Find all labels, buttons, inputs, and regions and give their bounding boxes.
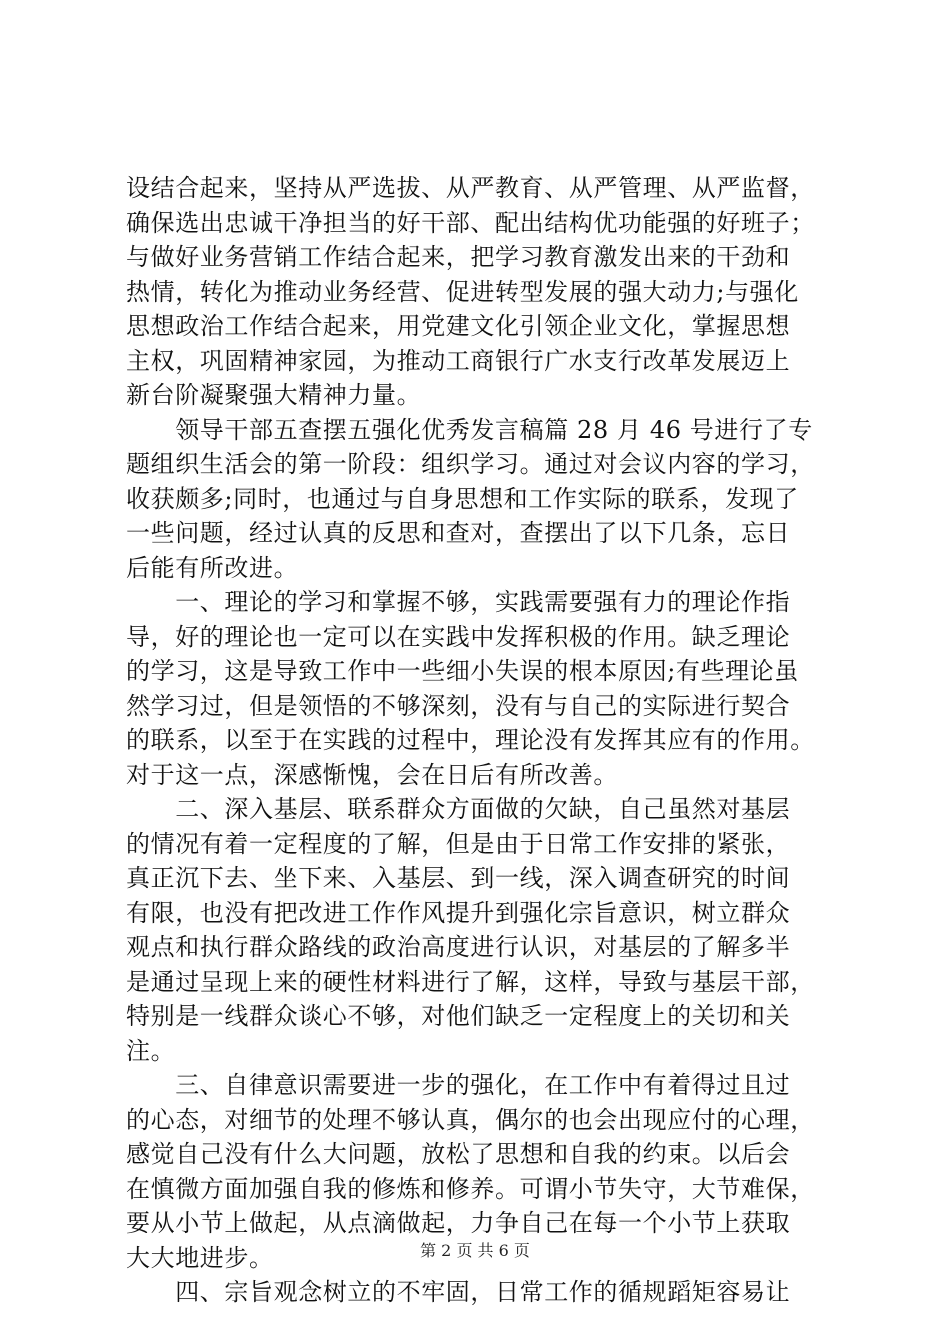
text-line: 导，好的理论也一定可以在实践中发挥积极的作用。缺乏理论 [126, 622, 791, 651]
text-line: 观点和执行群众路线的政治高度进行认识，对基层的了解多半 [126, 933, 791, 961]
text-line: 然学习过，但是领悟的不够深刻，没有与自己的实际进行契合 [126, 691, 791, 720]
text-line: 有限，也没有把改进工作作风提升到强化宗旨意识，树立群众 [126, 898, 791, 927]
page-number-footer: 第 2 页 共 6 页 [420, 1241, 530, 1260]
document-body [126, 171, 844, 1310]
text-line: 题组织生活会的第一阶段：组织学习。通过对会议内容的学习， [126, 450, 815, 478]
text-line: 大大地进步。 [126, 1243, 274, 1272]
text-line: 与做好业务营销工作结合起来，把学习教育激发出来的干劲和 [126, 243, 791, 271]
text-line: 二、深入基层、联系群众方面做的欠缺，自己虽然对基层 [126, 795, 791, 823]
text-line: 感觉自己没有什么大问题，放松了思想和自我的约束。以后会 [126, 1140, 791, 1168]
text-line: 思想政治工作结合起来，用党建文化引领企业文化，掌握思想 [126, 312, 791, 340]
text-line: 三、自律意识需要进一步的强化，在工作中有着得过且过 [126, 1071, 791, 1099]
text-line: 是通过呈现上来的硬性材料进行了解，这样，导致与基层干部， [126, 967, 815, 996]
text-line: 的心态，对细节的处理不够认真，偶尔的也会出现应付的心理， [126, 1105, 815, 1134]
text-line: 四、宗旨观念树立的不牢固，日常工作的循规蹈矩容易让 [126, 1278, 791, 1306]
text-line: 领导干部五查摆五强化优秀发言稿篇 28 月 46 号进行了专 [126, 415, 813, 444]
text-line: 主权，巩固精神家园，为推动工商银行广水支行改革发展迈上 [126, 346, 791, 375]
text-line: 热情，转化为推动业务经营、促进转型发展的强大动力;与强化 [126, 277, 799, 306]
text-line: 一、理论的学习和掌握不够，实践需要强有力的理论作指 [126, 588, 791, 616]
text-line: 对于这一点，深感惭愧，会在日后有所改善。 [126, 760, 618, 789]
text-line: 收获颇多;同时，也通过与自身思想和工作实际的联系，发现了 [126, 484, 799, 513]
text-line: 的学习，这是导致工作中一些细小失误的根本原因;有些理论虽 [126, 657, 799, 685]
text-line: 的联系，以至于在实践的过程中，理论没有发挥其应有的作用。 [126, 726, 815, 754]
text-line: 的情况有着一定程度的了解，但是由于日常工作安排的紧张， [126, 829, 791, 858]
text-line: 后能有所改进。 [126, 553, 299, 582]
text-line: 特别是一线群众谈心不够，对他们缺乏一定程度上的关切和关 [126, 1002, 791, 1030]
text-line: 一些问题，经过认真的反思和查对，查摆出了以下几条，忘日 [126, 519, 791, 547]
text-line: 确保选出忠诚干净担当的好干部、配出结构优功能强的好班子； [126, 208, 815, 237]
text-line: 真正沉下去、坐下来、入基层、到一线，深入调查研究的时间 [126, 864, 791, 892]
text-line: 要从小节上做起，从点滴做起，力争自己在每一个小节上获取 [126, 1209, 791, 1237]
text-line: 注。 [126, 1036, 176, 1065]
text-line: 新台阶凝聚强大精神力量。 [126, 381, 422, 409]
text-line: 设结合起来，坚持从严选拔、从严教育、从严管理、从严监督， [126, 174, 815, 202]
text-line: 在慎微方面加强自我的修炼和修养。可谓小节失守，大节难保， [126, 1174, 815, 1203]
